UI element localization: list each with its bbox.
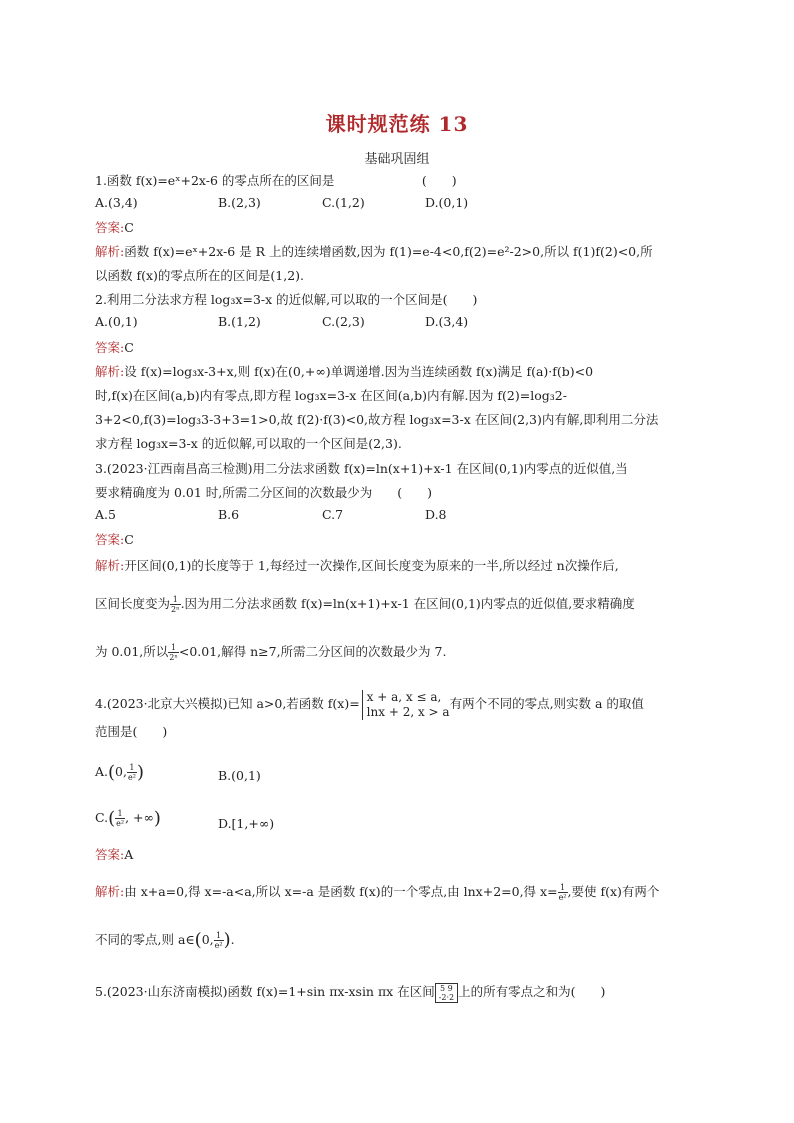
analysis-label: 解析:	[95, 884, 125, 899]
q3-analysis-line-3	[95, 642, 710, 662]
q1-option-a: A.(3,4)	[95, 195, 138, 210]
q4-analysis-text-1a: 由 x+a=0,得 x=-a<a,所以 x=-a 是函数 f(x)的一个零点,由 lnx+2=0,得 x=	[124, 884, 558, 899]
q4-answer: A	[124, 847, 134, 862]
piecewise-case-1: x + a, x ≤ a,	[366, 689, 442, 704]
q5-stem-text-a: 5.(2023·山东济南模拟)函数 f(x)=1+sin πx-xsin πx 在区间	[95, 984, 435, 999]
fraction-numerator: 1	[170, 595, 181, 605]
q4-option-a	[95, 762, 144, 783]
q2-option-d: D.(3,4)	[425, 314, 469, 329]
fraction-numerator: 1	[115, 809, 125, 819]
q3-analysis-text-1: 开区间(0,1)的长度等于 1,每经过一次操作,区间长度变为原来的一半,所以经过 n次操作后,	[124, 558, 619, 573]
q3-answer: C	[124, 532, 134, 547]
fraction-numerator: 1	[168, 643, 179, 653]
question-4-stem-1	[95, 688, 710, 720]
q4-option-d: D.[1,+∞)	[218, 816, 275, 831]
interval-bottom: -2·2	[438, 992, 455, 1002]
q3-analysis-text-2a: 区间长度变为	[95, 596, 171, 611]
q5-stem-text-b: 上的所有零点之和为( )	[458, 984, 606, 999]
q4-option-b: B.(0,1)	[218, 768, 261, 783]
q2-analysis-line-2: 时,f(x)在区间(a,b)内有零点,即方程 log₃x=3-x 在区间(a,b)内有解.因为 f(2)=log₃2-	[95, 388, 567, 403]
q2-analysis-line-4: 求方程 log₃x=3-x 的近似解,可以取的一个区间是(2,3).	[95, 436, 402, 451]
page-title: 课时规范练 13	[325, 112, 469, 136]
interval-left: 0,	[115, 764, 127, 779]
fraction-denominator: e²	[214, 941, 223, 950]
q4-stem-text-b: 有两个不同的零点,则实数 a 的取值	[449, 696, 644, 711]
question-3-stem-2: 要求精确度为 0.01 时,所需二分区间的次数最少为 ( )	[95, 485, 433, 500]
q3-analysis-text-2b: .因为用二分法求函数 f(x)=ln(x+1)+x-1 在区间(0,1)内零点的近似值,要求精确度	[180, 596, 635, 611]
q3-option-c: C.7	[322, 507, 344, 522]
q1-option-c: C.(1,2)	[322, 195, 365, 210]
question-2-stem: 2.利用二分法求方程 log₃x=3-x 的近似解,可以取的一个区间是( )	[95, 292, 478, 307]
option-letter: A.	[95, 764, 109, 779]
q1-option-b: B.(2,3)	[218, 195, 261, 210]
q4-analysis-text-2a: 不同的零点,则 a∈	[95, 932, 195, 947]
question-5-stem	[95, 982, 710, 1003]
q2-option-b: B.(1,2)	[218, 314, 261, 329]
q3-analysis-line-2	[95, 594, 710, 614]
q1-analysis-line-1	[95, 242, 710, 262]
section-subtitle: 基础巩固组	[364, 152, 430, 167]
q2-analysis-text-1: 设 f(x)=log₃x-3+x,则 f(x)在(0,+∞)单调递增.因为当连续函数 f(x)满足 f(a)·f(b)<0	[124, 364, 594, 379]
question-1-stem: 1.函数 f(x)=eˣ+2x-6 的零点所在的区间是 ( )	[95, 173, 457, 188]
q3-analysis-text-3b: <0.01,解得 n≥7,所需二分区间的次数最少为 7.	[178, 644, 447, 659]
fraction-denominator: e²	[116, 819, 125, 828]
piecewise-case-2: lnx + 2, x > a	[366, 704, 450, 719]
open-paren: (	[108, 808, 116, 829]
fraction-1-over-e2	[214, 931, 224, 950]
open-paren: (	[194, 929, 202, 951]
analysis-label: 解析:	[95, 244, 125, 259]
question-4-stem-2: 范围是( )	[95, 724, 168, 739]
option-letter: C.	[95, 810, 109, 825]
fraction-1-over-2n	[168, 643, 179, 662]
q4-stem-text-a: 4.(2023·北京大兴模拟)已知 a>0,若函数 f(x)=	[95, 696, 360, 711]
fraction-denominator: 2ⁿ	[169, 653, 178, 662]
fraction-denominator: e²	[127, 773, 136, 782]
q3-analysis-line-1	[95, 556, 710, 576]
q2-answer-line	[95, 338, 710, 358]
analysis-label: 解析:	[95, 558, 125, 573]
answer-label: 答案:	[95, 220, 125, 235]
q4-analysis-line-2: 不同的零点,则 a∈(0, $\frac{1}{\text{e²}}$ ).	[95, 929, 235, 951]
answer-label: 答案:	[95, 340, 125, 355]
fraction-1-over-2n	[170, 595, 181, 614]
close-paren: )	[153, 808, 161, 829]
fraction-1-over-e2	[127, 763, 137, 782]
close-paren: )	[136, 762, 144, 783]
q1-answer: C	[124, 220, 134, 235]
analysis-label: 解析:	[95, 364, 125, 379]
interval-top: 5 9	[440, 983, 453, 993]
q2-analysis-line-3: 3+2<0,f(3)=log₃3-3+3=1>0,故 f(2)·f(3)<0,故方程 log₃x=3-x 在区间(2,3)内有解,即利用二分法	[95, 412, 659, 427]
fraction-denominator: 2ⁿ	[171, 605, 180, 614]
fraction-numerator: 1	[214, 931, 224, 941]
interval-right: , +∞	[125, 810, 154, 825]
q3-analysis-text-3a: 为 0.01,所以	[95, 644, 169, 659]
q4-analysis-text-2b: .	[230, 932, 235, 947]
q2-analysis-line-1	[95, 362, 710, 382]
close-paren: )	[223, 929, 231, 951]
q4-analysis-text-1b: ,要使 f(x)有两个	[567, 884, 660, 899]
q3-answer-line	[95, 530, 710, 550]
q1-option-d: D.(0,1)	[425, 195, 469, 210]
q4-option-c	[95, 808, 161, 829]
q4-analysis-line-1	[95, 882, 710, 902]
q2-option-a: A.(0,1)	[95, 314, 138, 329]
q1-analysis-line-2: 以函数 f(x)的零点所在的区间是(1,2).	[95, 268, 305, 283]
q1-analysis-text-1: 函数 f(x)=eˣ+2x-6 是 R 上的连续增函数,因为 f(1)=e-4<0,f(2)=e²-2>0,所以 f(1)f(2)<0,所	[124, 244, 653, 259]
closed-interval	[435, 983, 458, 1003]
fraction-numerator: 1	[127, 763, 137, 773]
q2-answer: C	[124, 340, 134, 355]
q1-answer-line	[95, 218, 710, 238]
question-3-stem-1: 3.(2023·江西南昌高三检测)用二分法求函数 f(x)=ln(x+1)+x-1 在区间(0,1)内零点的近似值,当	[95, 461, 628, 476]
fraction-denominator: e²	[558, 893, 567, 902]
fraction-1-over-e2	[558, 883, 568, 902]
q3-option-b: B.6	[218, 507, 240, 522]
q4-answer-line	[95, 845, 710, 865]
q3-option-d: D.8	[425, 507, 447, 522]
q3-option-a: A.5	[95, 507, 116, 522]
piecewise-function	[362, 690, 450, 720]
open-paren: (	[108, 762, 116, 783]
fraction-numerator: 1	[558, 883, 568, 893]
fraction-1-over-e2	[115, 809, 125, 828]
answer-label: 答案:	[95, 532, 125, 547]
answer-label: 答案:	[95, 847, 125, 862]
q2-option-c: C.(2,3)	[322, 314, 365, 329]
